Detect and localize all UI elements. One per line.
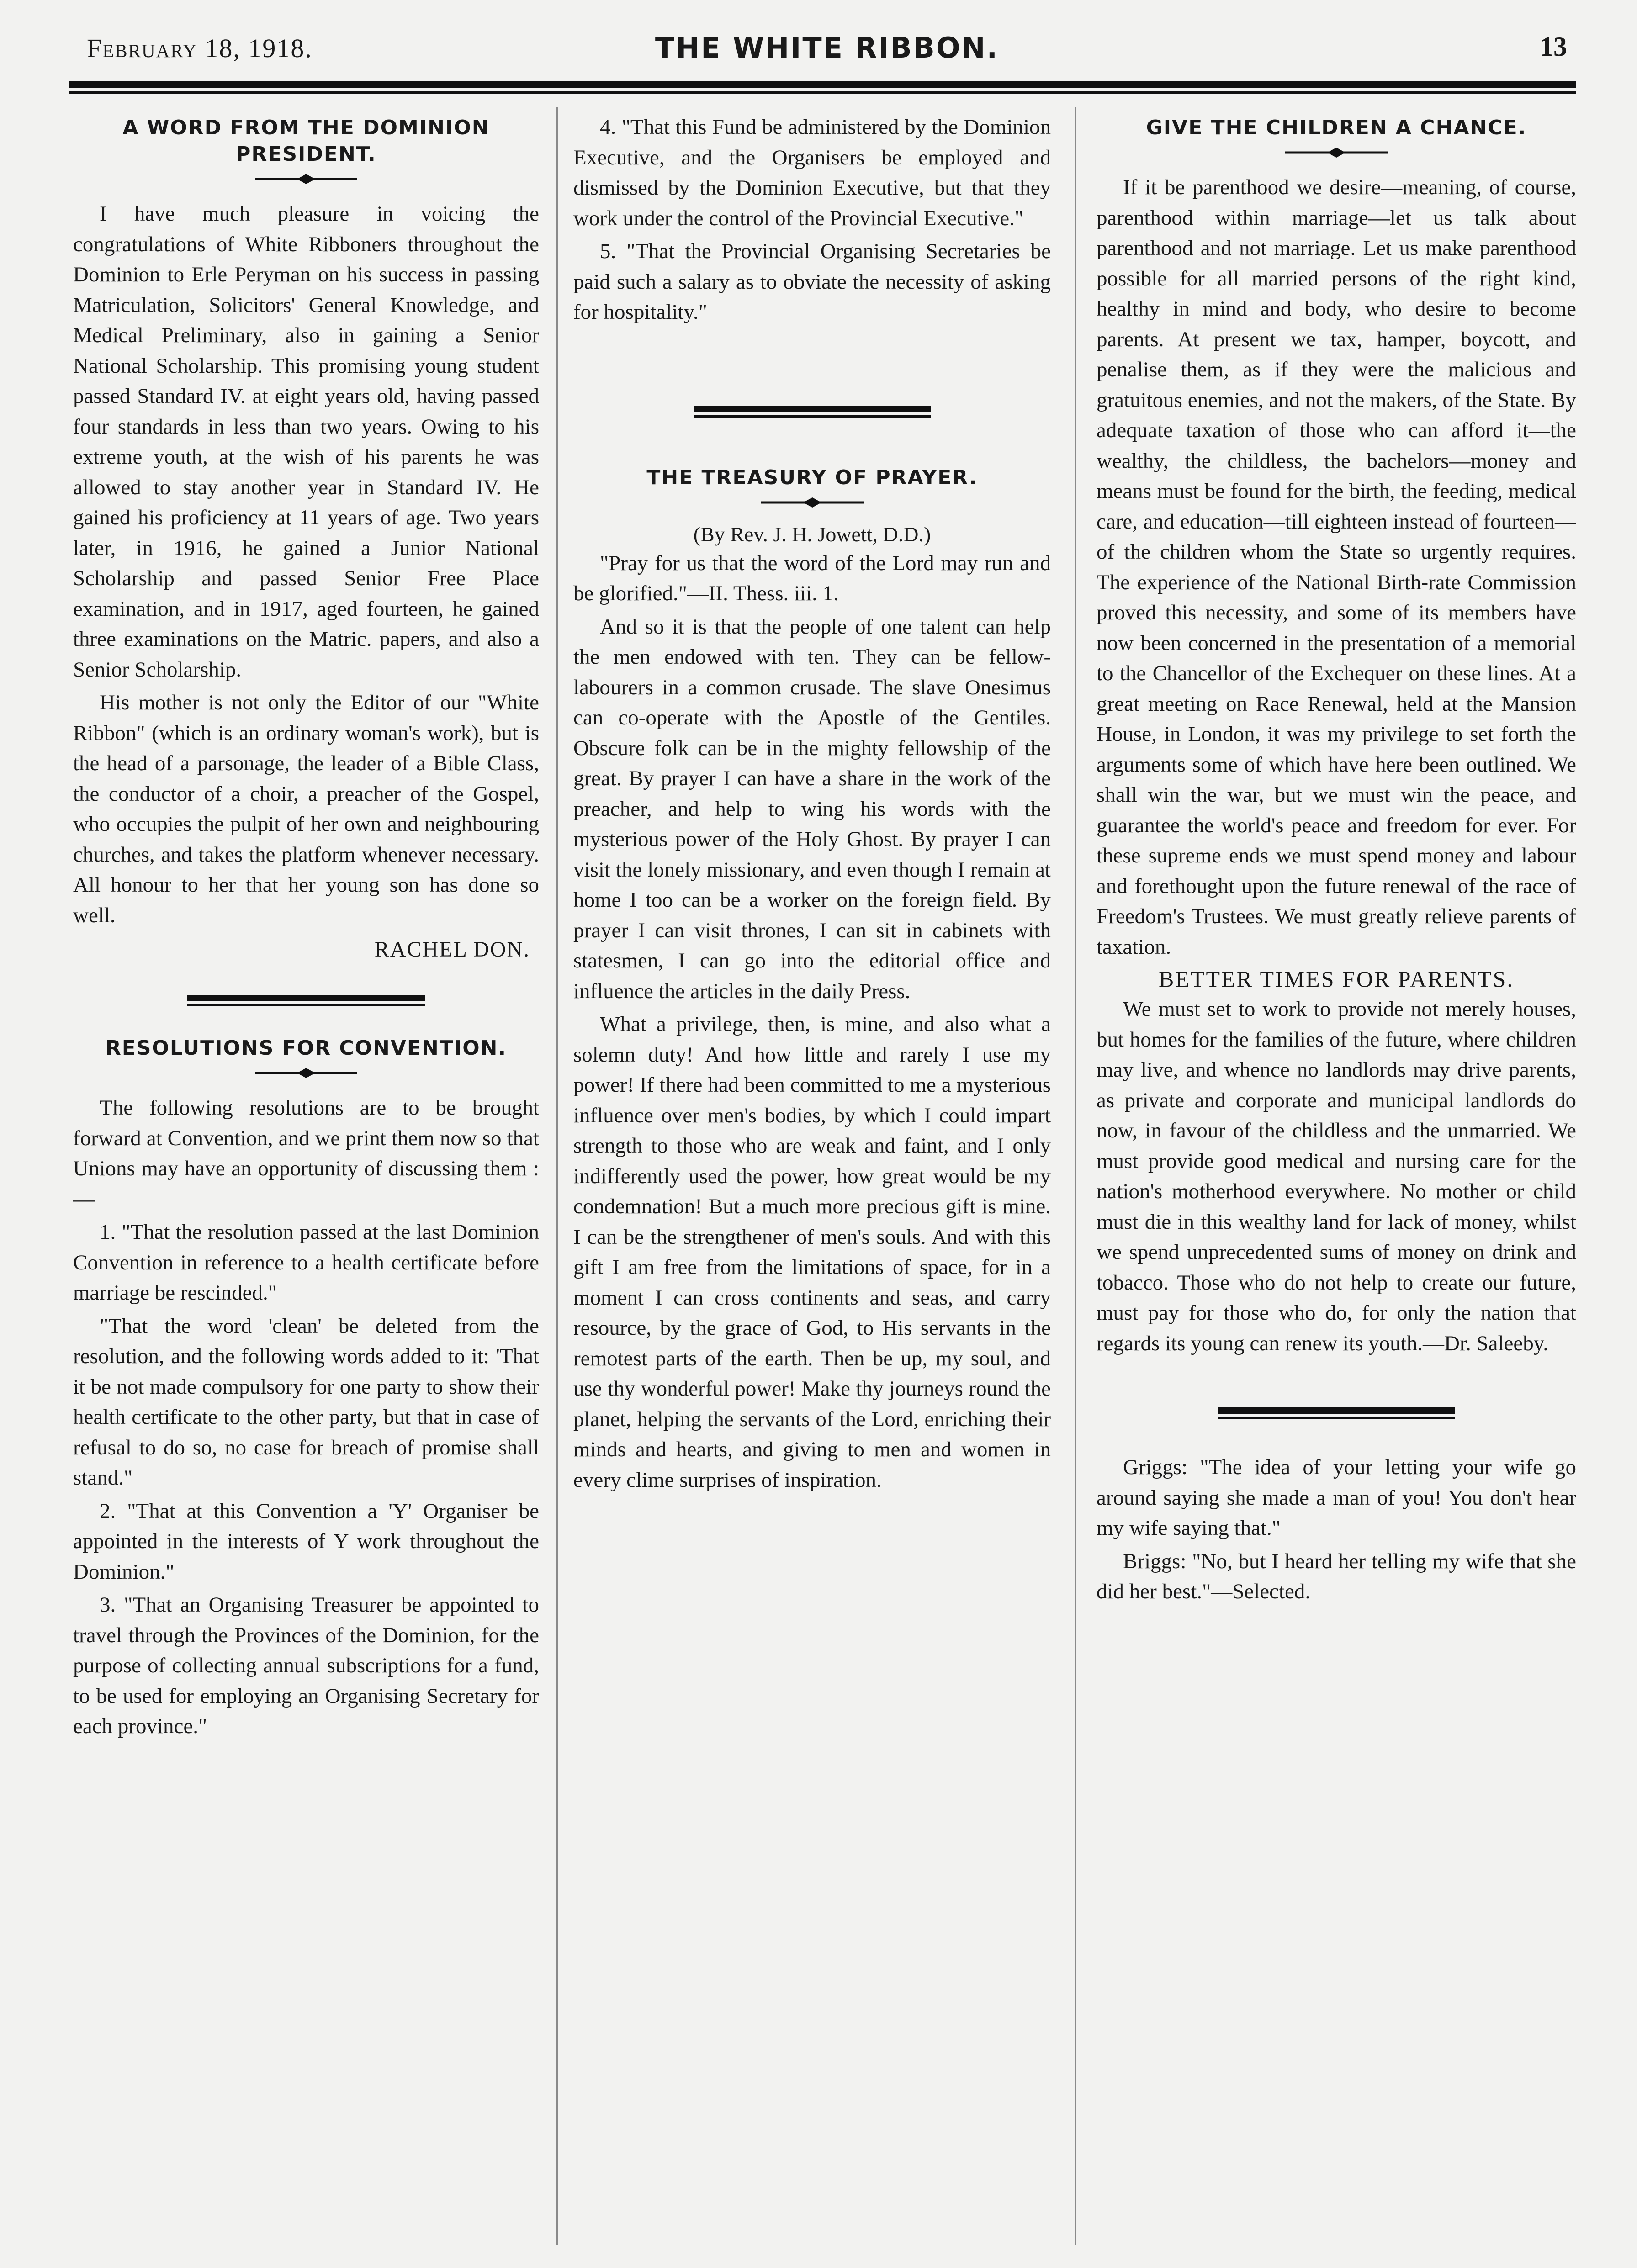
resolutions-article-continued [573,112,1051,328]
running-head [87,28,1567,69]
paragraph: 3. "That an Organising Treasurer be appointed to travel through the Provinces of the Dominion, for the purpose of collecting annual subscriptions for a fund, to be used for employing an Organising Secretary for each province." [73,1593,539,1739]
column-1 [73,112,539,2241]
children-article-body [1097,172,1576,962]
column-divider [556,107,558,2245]
paragraph: The following resolutions are to be brought forward at Convention, and we print them now so that Unions may have an opportunity of discussing them :— [73,1096,539,1211]
paragraph: "That the word 'clean' be deleted from the resolution, and the following words added to it: 'That it be not made compulsory for one party to show their health certificate to the other party, but that in case of refusal to do so, no case for breach of promise shall stand." [73,1314,539,1490]
subheading: BETTER TIMES FOR PARENTS. [1159,966,1514,992]
paragraph: His mother is not only the Editor of our "White Ribbon" (which is an ordinary woman's work), but is the head of a parsonage, the leader of a Bible Class, the conductor of a choir, a preacher of the Gospel, who occupies the pulpit of her own and neighbouring churches, and takes the platform whenever necessary. All honour to her that her young son has done so well. [73,691,539,927]
flourish-ornament [758,495,867,510]
president-article-body [73,199,539,930]
paragraph: Griggs: "The idea of your letting your wife go around saying she made a man of you! You don't hear my wife saying that." [1097,1455,1576,1540]
flourish-ornament [251,1065,361,1081]
children-article-title: GIVE THE CHILDREN A CHANCE. [1146,116,1527,139]
paragraph: Briggs: "No, but I heard her telling my wife that she did her best."—Selected. [1097,1549,1576,1604]
paragraph: 1. "That the resolution passed at the last Dominion Convention in reference to a health certificate before marriage be rescinded." [73,1220,539,1305]
paragraph: I have much pleasure in voicing the congratulations of White Ribboners throughout the Dominion to Erle Peryman on his success in passing Matriculation, Solicitors' General Knowledge, and Medical Preliminary, also in gaining a Senior National Scholarship. This promising young student passed Standard IV. at eight years old, having passed four standards in less than two years. Owing to his extreme youth, at the wish of his parents he was allowed to stay another year in Standard IV. He gained his proficiency at 11 years of age. Two years later, in 1916, he gained a Junior National Scholarship and passed Senior Free Place examination, and in 1917, aged fourteen, he gained three examinations on the Matric. papers, and also a Senior Scholarship. [73,202,539,682]
signature: RACHEL DON. [374,937,530,962]
section-divider [684,401,940,423]
joke-body [1097,1452,1576,1607]
page-number: 13 [1540,32,1567,62]
paragraph: We must set to work to provide not merely houses, but homes for the families of the future, where children may live, and whence no landlords may drive parents, as private and corporate and municipal landlords do now, in favour of the childless and the unmarried. We must provide good medical and nursing care for the nation's motherhood everywhere. No mother or child must die in this wealthy land for lack of money, whilst we spend unprecedented sums of money on drink and tobacco. Those who do not help to create our future, must pay for those who do, for only the nation that regards its young can renew its youth.—Dr. Saleeby. [1097,997,1576,1355]
paragraph: 4. "That this Fund be administered by the Dominion Executive, and the Organisers be employed and dismissed by the Dominion Executive, but that they work under the control of the Provincial Executive." [573,115,1051,230]
resolutions-article-title: RESOLUTIONS FOR CONVENTION. [105,1036,507,1060]
column-divider [1075,107,1076,2245]
issue-date: February 18, 1918. [87,33,313,63]
paragraph: If it be parenthood we desire—meaning, of course, parenthood within marriage—let us talk about parenthood and not marriage. Let us make parenthood possible for all married persons of the right kind, healthy in mind and body, who desire to become parents. At present we tax, hamper, boycott, and penalise them, as if they were the malicious and gratuitous enemies, and not the makers, of the State. By adequate taxation of those who can afford it—the wealthy, the childless, the bachelors—money and means must be found for the birth, the feeding, medical care, and education—till eighteen instead of fourteen—of the children whom the State so urgently requires. The experience of the National Birth-rate Commission proved this necessity, and some of its members have now been concerned in the presentation of a memorial to the Chancellor of the Exchequer on these lines. At a great meeting on Race Renewal, held at the Mansion House, in London, it was my privilege to set forth the arguments some of which have here been outlined. We shall win the war, but we must win the peace, and guarantee the world's peace and freedom for ever. For these supreme ends we must spend money and labour and forethought upon the future renewal of the race of Freedom's Trustees. We must greatly relieve parents of taxation. [1097,175,1576,959]
byline: (By Rev. J. H. Jowett, D.D.) [693,522,931,546]
header-rule [69,81,1576,99]
paragraph: 5. "That the Provincial Organising Secretaries be paid such a salary as to obviate the necessity of asking for hospitality." [573,239,1051,324]
paragraph: And so it is that the people of one talent can help the men endowed with ten. They can be fellow-labourers in a common crusade. The slave Onesimus can co-operate with the Apostle of the Gentiles. Obscure folk can be in the mighty fellowship of the great. By prayer I can have a share in the work of the preacher, and help to wing his words with the mysterious power of the Holy Ghost. By prayer I can visit the lonely missionary, and even though I remain at home I too can be a worker on the foreign field. By prayer I can visit thrones, I can sit in cabinets with statesmen, I can go into the editorial office and influence the articles in the daily Press. [573,614,1051,1003]
flourish-ornament [251,171,361,187]
section-divider [1208,1402,1464,1425]
prayer-article-body [573,548,1051,1496]
column-3 [1097,112,1576,2241]
resolutions-article-body [73,1093,539,1742]
flourish-ornament [1282,145,1391,160]
prayer-article-title: THE TREASURY OF PRAYER. [646,465,978,489]
paragraph: What a privilege, then, is mine, and also what a solemn duty! And how little and rarely I use my power! If there had been committed to me a mysterious influence over men's bodies, by which I could impart strength to those who are weak and faint, and I only indifferently used the power, how great would be my condemnation! But a much more precious gift is mine. I can be the strengthener of men's souls. And with this gift I am free from the limitations of space, for in a moment I can cross continents and seas, and carry resource, by the grace of God, to His servants in the remotest parts of the earth. Then be up, my soul, and use thy wonderful power! Make thy journeys round the planet, helping the servants of the Lord, enriching their minds and hearts, and giving to men and women in every clime surprises of inspiration. [573,1012,1051,1492]
children-article-body-2 [1097,994,1576,1359]
president-article-title: A WORD FROM THE DOMINION PRESIDENT. [122,116,490,166]
paragraph: "Pray for us that the word of the Lord may run and be glorified."—II. Thess. iii. 1. [573,551,1051,606]
column-2 [573,112,1051,2241]
paragraph: 2. "That at this Convention a 'Y' Organiser be appointed in the interests of Y work throughout the Dominion." [73,1499,539,1584]
section-divider [178,989,434,1012]
masthead-title: THE WHITE RIBBON. [655,31,999,64]
